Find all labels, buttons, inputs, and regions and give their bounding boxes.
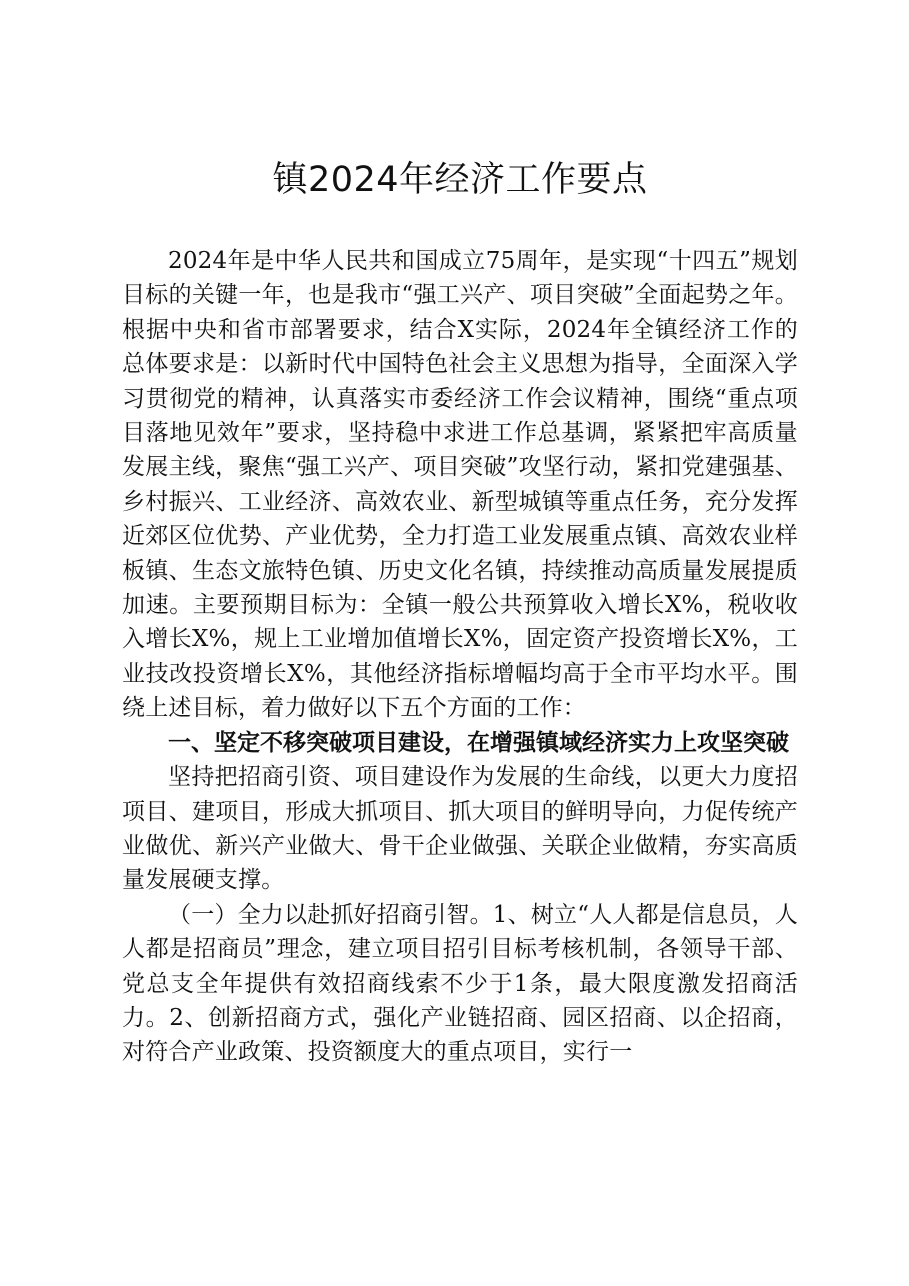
section-heading-1: 一、坚定不移突破项目建设，在增强镇域经济实力上攻坚突破	[168, 729, 789, 756]
document-page	[122, 150, 798, 1070]
document-title: 镇2024年经济工作要点	[272, 160, 648, 200]
subsection-1-paragraph: （一）全力以赴抓好招商引智。1、树立“人人都是信息员，人人都是招商员”理念，建立项目招引目标考核机制，各领导干部、党总支全年提供有效招商线索不少于1条，最大限度激发招商活力。2、创新招商方式，强化产业链招商、园区招商、以企招商，对符合产业政策、投资额度大的重点项目，实行一	[122, 901, 798, 1066]
section-1-intro-paragraph: 坚持把招商引资、项目建设作为发展的生命线，以更大力度招项目、建项目，形成大抓项目、抓大项目的鲜明导向，力促传统产业做优、新兴产业做大、骨干企业做强、关联企业做精，夯实高质量发展硬支撑。	[122, 764, 798, 894]
intro-paragraph: 2024年是中华人民共和国成立75周年，是实现“十四五”规划目标的关键一年，也是我市“强工兴产、项目突破”全面起势之年。根据中央和省市部署要求，结合X实际，2024年全镇经济工作的总体要求是：以新时代中国特色社会主义思想为指导，全面深入学习贯彻党的精神，认真落实市委经济工作会议精神，围绕“重点项目落地见效年”要求，坚持稳中求进工作总基调，紧紧把牢高质量发展主线，聚焦“强工兴产、项目突破”攻坚行动，紧扣党建强基、乡村振兴、工业经济、高效农业、新型城镇等重点任务，充分发挥近郊区位优势、产业优势，全力打造工业发展重点镇、高效农业样板镇、生态文旅特色镇、历史文化名镇，持续推动高质量发展提质加速。主要预期目标为：全镇一般公共预算收入增长X%，税收收入增长X%，规上工业增加值增长X%，固定资产投资增长X%，工业技改投资增长X%，其他经济指标增幅均高于全市平均水平。围绕上述目标，着力做好以下五个方面的工作：	[122, 248, 798, 722]
